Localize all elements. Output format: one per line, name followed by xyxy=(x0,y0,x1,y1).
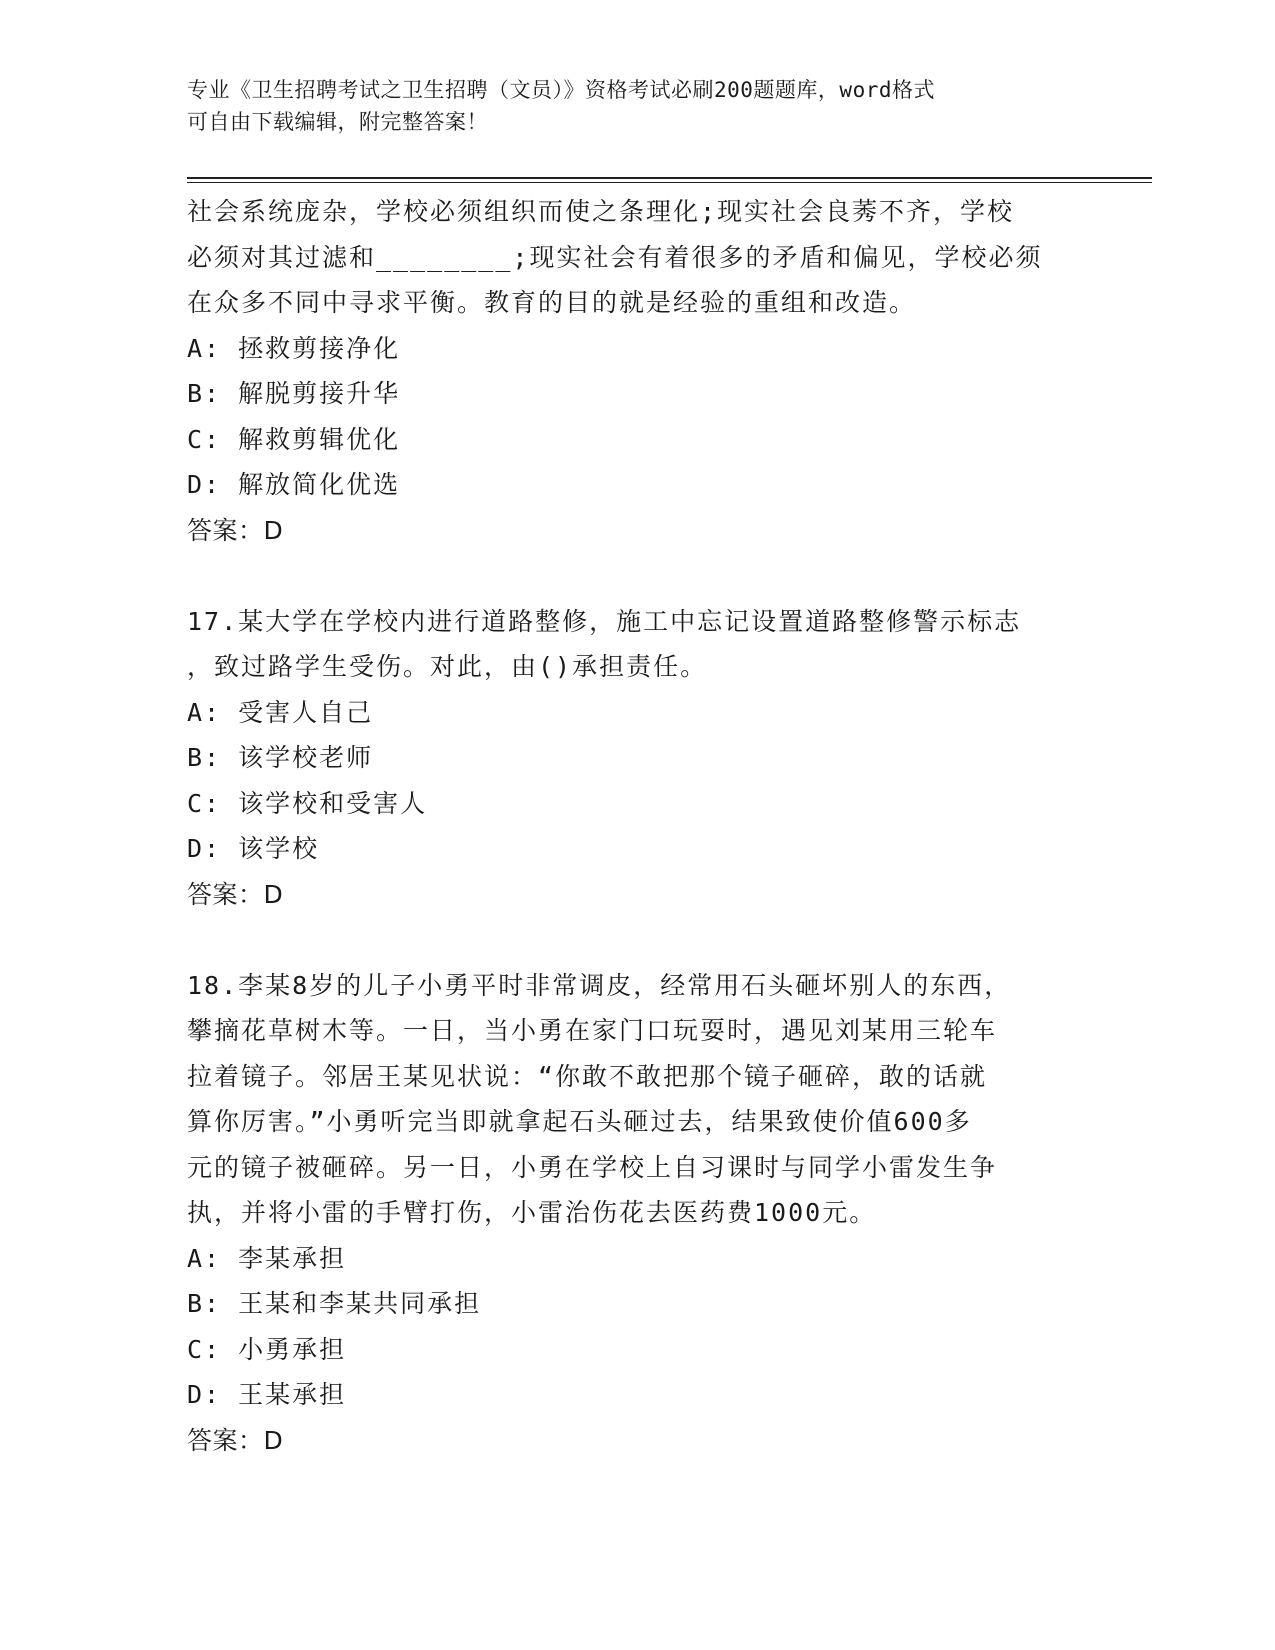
question-stem-line: 在众多不同中寻求平衡。教育的目的就是经验的重组和改造。 xyxy=(187,288,917,317)
answer-line: 答案：D xyxy=(187,879,284,909)
option-a: A: 受害人自己 xyxy=(187,697,374,727)
document-body xyxy=(187,189,1067,1463)
answer-line: 答案：D xyxy=(187,1425,284,1455)
question-stem-line: 社会系统庞杂，学校必须组织而使之条理化;现实社会良莠不齐，学校 xyxy=(187,197,1015,226)
option-b: B: 该学校老师 xyxy=(187,743,374,772)
option-d: D: 该学校 xyxy=(187,834,320,863)
header-rule-thin xyxy=(187,182,1152,183)
spacer xyxy=(187,917,1067,963)
header-line-1: 专业《卫生招聘考试之卫生招聘（文员）》资格考试必刷200题题库，word格式 xyxy=(187,78,935,102)
question-stem-line: 17.某大学在学校内进行道路整修，施工中忘记设置道路整修警示标志 xyxy=(187,606,1022,636)
option-d: D: 王某承担 xyxy=(187,1380,347,1409)
option-a: A: 拯救剪接净化 xyxy=(187,333,401,363)
header-rule-thick xyxy=(187,177,1152,179)
question-stem-line: ，致过路学生受伤。对此，由()承担责任。 xyxy=(187,652,708,681)
answer-line: 答案：D xyxy=(187,515,284,545)
question-block-18 xyxy=(187,963,1067,1464)
header-line-2: 可自由下载编辑，附完整答案！ xyxy=(187,110,488,134)
option-c: C: 小勇承担 xyxy=(187,1334,347,1364)
question-stem-line: 算你厉害。”小勇听完当即就拿起石头砸过去，结果致使价值600多 xyxy=(187,1107,972,1136)
question-block-16 xyxy=(187,189,1067,553)
question-block-17 xyxy=(187,599,1067,918)
option-a: A: 李某承担 xyxy=(187,1243,347,1273)
question-stem-line: 攀摘花草树木等。一日，当小勇在家门口玩耍时，遇见刘某用三轮车 xyxy=(187,1016,998,1045)
option-b: B: 王某和李某共同承担 xyxy=(187,1289,482,1318)
option-b: B: 解脱剪接升华 xyxy=(187,379,401,408)
option-c: C: 解救剪辑优化 xyxy=(187,424,401,454)
option-d: D: 解放简化优选 xyxy=(187,470,401,499)
option-c: C: 该学校和受害人 xyxy=(187,788,428,818)
question-stem-line: 18.李某8岁的儿子小勇平时非常调皮，经常用石头砸坏别人的东西， xyxy=(187,970,1012,1000)
spacer xyxy=(187,553,1067,599)
question-stem-line: 执，并将小雷的手臂打伤，小雷治伤花去医药费1000元。 xyxy=(187,1198,877,1227)
document-header xyxy=(187,74,1087,138)
question-stem-line: 必须对其过滤和________;现实社会有着很多的矛盾和偏见，学校必须 xyxy=(187,242,1043,272)
question-stem-line: 元的镜子被砸碎。另一日，小勇在学校上自习课时与同学小雷发生争 xyxy=(187,1152,998,1182)
question-stem-line: 拉着镜子。邻居王某见状说：“你敢不敢把那个镜子砸碎，敢的话就 xyxy=(187,1061,988,1091)
